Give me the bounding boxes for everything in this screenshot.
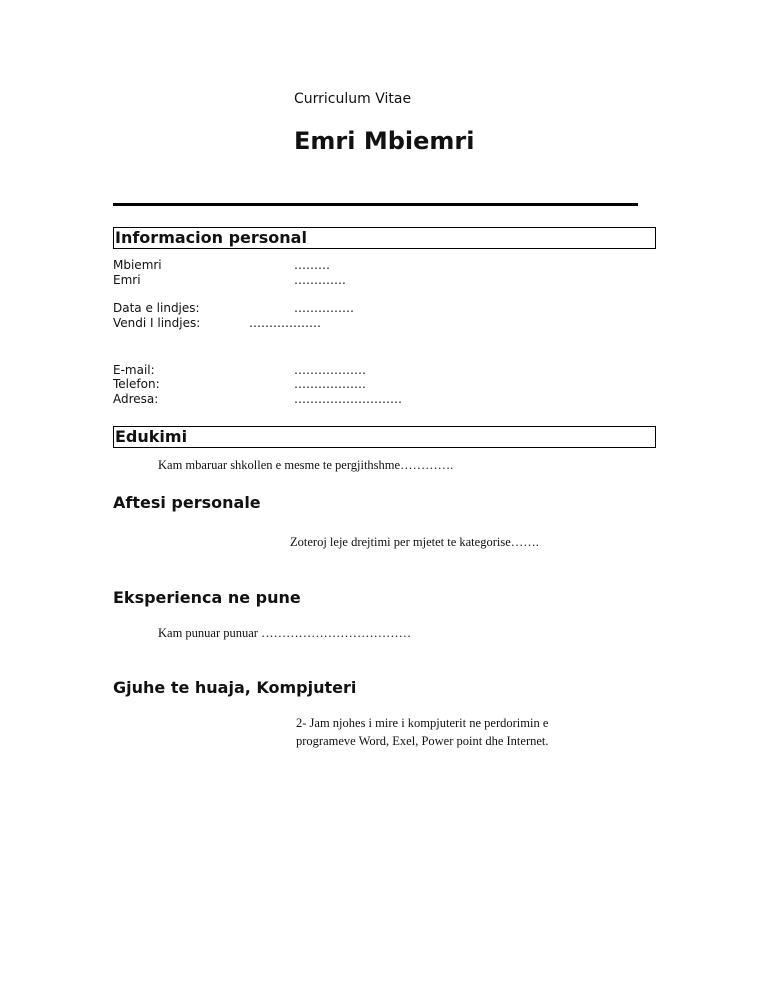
person-name: Emri Mbiemri bbox=[294, 127, 475, 155]
section-heading-experience: Eksperienca ne pune bbox=[113, 588, 301, 607]
document-subtitle: Curriculum Vitae bbox=[294, 91, 412, 107]
field-value-birthdate: …………… bbox=[294, 301, 354, 315]
field-label-address: Adresa: bbox=[113, 392, 159, 406]
field-label-birthplace: Vendi I lindjes: bbox=[113, 316, 201, 330]
field-label-email: E-mail: bbox=[113, 363, 155, 377]
header-divider bbox=[113, 203, 638, 206]
field-label-phone: Telefon: bbox=[113, 377, 160, 391]
field-label-surname: Mbiemri bbox=[113, 258, 162, 272]
field-value-name: …………. bbox=[294, 273, 346, 287]
field-label-name: Emri bbox=[113, 273, 141, 287]
section-heading-personal: Informacion personal bbox=[113, 227, 656, 249]
languages-text-line-1: 2- Jam njohes i mire i kompjuterit ne perdorimin e bbox=[296, 716, 549, 730]
field-value-address: ……………………… bbox=[294, 392, 402, 406]
languages-text-line-2: programeve Word, Exel, Power point dhe Internet. bbox=[296, 734, 549, 748]
section-heading-education: Edukimi bbox=[113, 426, 656, 448]
field-value-phone: ……………… bbox=[294, 377, 366, 391]
education-text: Kam mbaruar shkollen e mesme te pergjithshme…………. bbox=[158, 458, 454, 472]
field-value-birthplace: ……………… bbox=[249, 316, 321, 330]
field-value-email: ……………… bbox=[294, 363, 366, 377]
field-value-surname: ……… bbox=[294, 258, 330, 272]
section-heading-skills: Aftesi personale bbox=[113, 493, 261, 512]
experience-text: Kam punuar punuar ……………………………… bbox=[158, 626, 412, 640]
field-label-birthdate: Data e lindjes: bbox=[113, 301, 200, 315]
section-heading-languages: Gjuhe te huaja, Kompjuteri bbox=[113, 678, 357, 697]
skills-text: Zoteroj leje drejtimi per mjetet te kategorise……. bbox=[290, 535, 539, 549]
